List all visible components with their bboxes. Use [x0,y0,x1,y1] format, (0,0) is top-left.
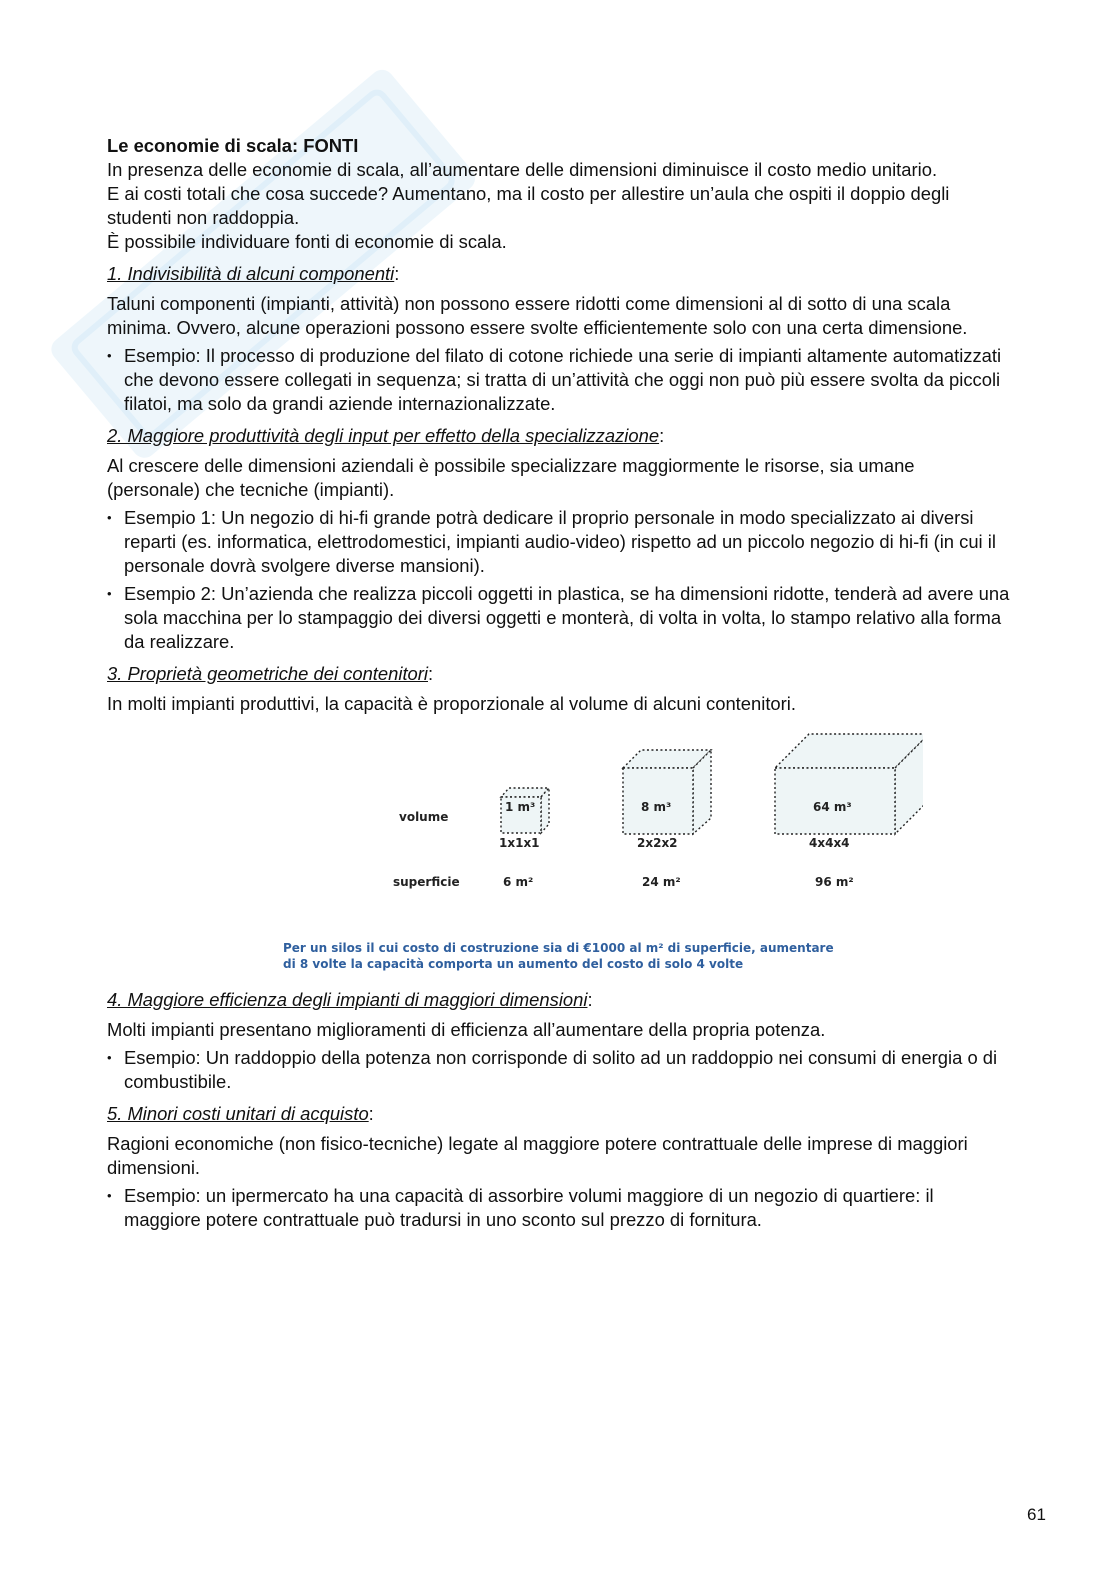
figure-caption: Per un silos il cui costo di costruzione sia di €1000 al m² di superficie, aumentare di 8 volte la capacità comporta un aumento del costo di solo 4 volte [283,941,834,971]
intro-paragraph: E ai costi totali che cosa succede? Aumentano, ma il costo per allestire un’aula che ospiti il doppio degli studenti non raddoppia. [107,183,950,228]
surface-row-label: superficie [393,875,460,889]
section-heading: 3. Proprietà geometriche dei contenitori: [107,663,434,684]
section-text: In molti impianti produttivi, la capacità è proporzionale al volume di alcuni contenitori. [107,693,796,714]
cube-dims-label: 2x2x2 [637,836,678,850]
section-heading: 2. Maggiore produttività degli input per effetto della specializzazione: [107,425,665,446]
section-text: Taluni componenti (impianti, attività) non possono essere ridotti come dimensioni al di sotto di una scala minima. Ovvero, alcune operazioni possono essere svolte efficientemente solo con una certa dimensione. [107,293,968,338]
page-title: Le economie di scala: FONTI [107,135,359,156]
bullet-list [107,1184,1012,1232]
cube-dims-label: 1x1x1 [499,836,540,850]
bullet-list [107,344,1012,416]
section-text: Ragioni economiche (non fisico-tecniche) legate al maggiore potere contrattuale delle imprese di maggiori dimensioni. [107,1133,968,1178]
list-item: • Esempio 1: Un negozio di hi-fi grande potrà dedicare il proprio personale in modo specializzato ai diversi reparti (es. informatica, elettrodomestici, impianti audio-video) rispetto ad un piccolo negozio di hi-fi (in cui il personale dovrà svolgere diverse mansioni). [107,506,1012,578]
section-heading: 5. Minori costi unitari di acquisto: [107,1103,374,1124]
large-cube-drawing [283,730,923,940]
section-heading: 4. Maggiore efficienza degli impianti di maggiori dimensioni: [107,989,593,1010]
cube-volume-label: 8 m³ [641,800,672,814]
cube-volume-label: 64 m³ [813,800,852,814]
list-item: • Esempio: Un raddoppio della potenza non corrisponde di solito ad un raddoppio nei consumi di energia o di combustibile. [107,1046,1012,1094]
intro-paragraph: È possibile individuare fonti di economie di scala. [107,231,507,252]
cube-surface-label: 96 m² [815,875,854,889]
cube-volume-label: 1 m³ [505,800,536,814]
section-text: Al crescere delle dimensioni aziendali è possibile specializzare maggiormente le risorse, sia umane (personale) che tecniche (impianti). [107,455,915,500]
list-item: • Esempio 2: Un’azienda che realizza piccoli oggetti in plastica, se ha dimensioni ridotte, tenderà ad avere una sola macchina per lo stampaggio dei diversi oggetti e monterà, di volta in volta, lo stampo relativo alla forma da realizzare. [107,582,1012,654]
cube-surface-label: 24 m² [642,875,681,889]
list-item: • Esempio: un ipermercato ha una capacità di assorbire volumi maggiore di un negozio di quartiere: il maggiore potere contrattuale può tradursi in uno sconto sul prezzo di fornitura. [107,1184,1012,1232]
intro-paragraph: In presenza delle economie di scala, all’aumentare delle dimensioni diminuisce il costo medio unitario. [107,159,938,180]
volume-row-label: volume [399,810,449,824]
list-item: • Esempio: Il processo di produzione del filato di cotone richiede una serie di impianti altamente automatizzati che devono essere collegati in sequenza; si tratta di un’attività che oggi non può più essere svolta da piccoli filatoi, ma solo da grandi aziende internazionalizzate. [107,344,1012,416]
cube-surface-label: 6 m² [503,875,534,889]
page-number: 61 [1027,1505,1046,1524]
cube-dims-label: 4x4x4 [809,836,850,850]
cube-scaling-figure [283,730,903,978]
section-heading: 1. Indivisibilità di alcuni componenti: [107,263,400,284]
bullet-list [107,506,1012,654]
bullet-list [107,1046,1012,1094]
document-body [107,134,1012,1236]
section-text: Molti impianti presentano miglioramenti di efficienza all’aumentare della propria potenza. [107,1019,826,1040]
